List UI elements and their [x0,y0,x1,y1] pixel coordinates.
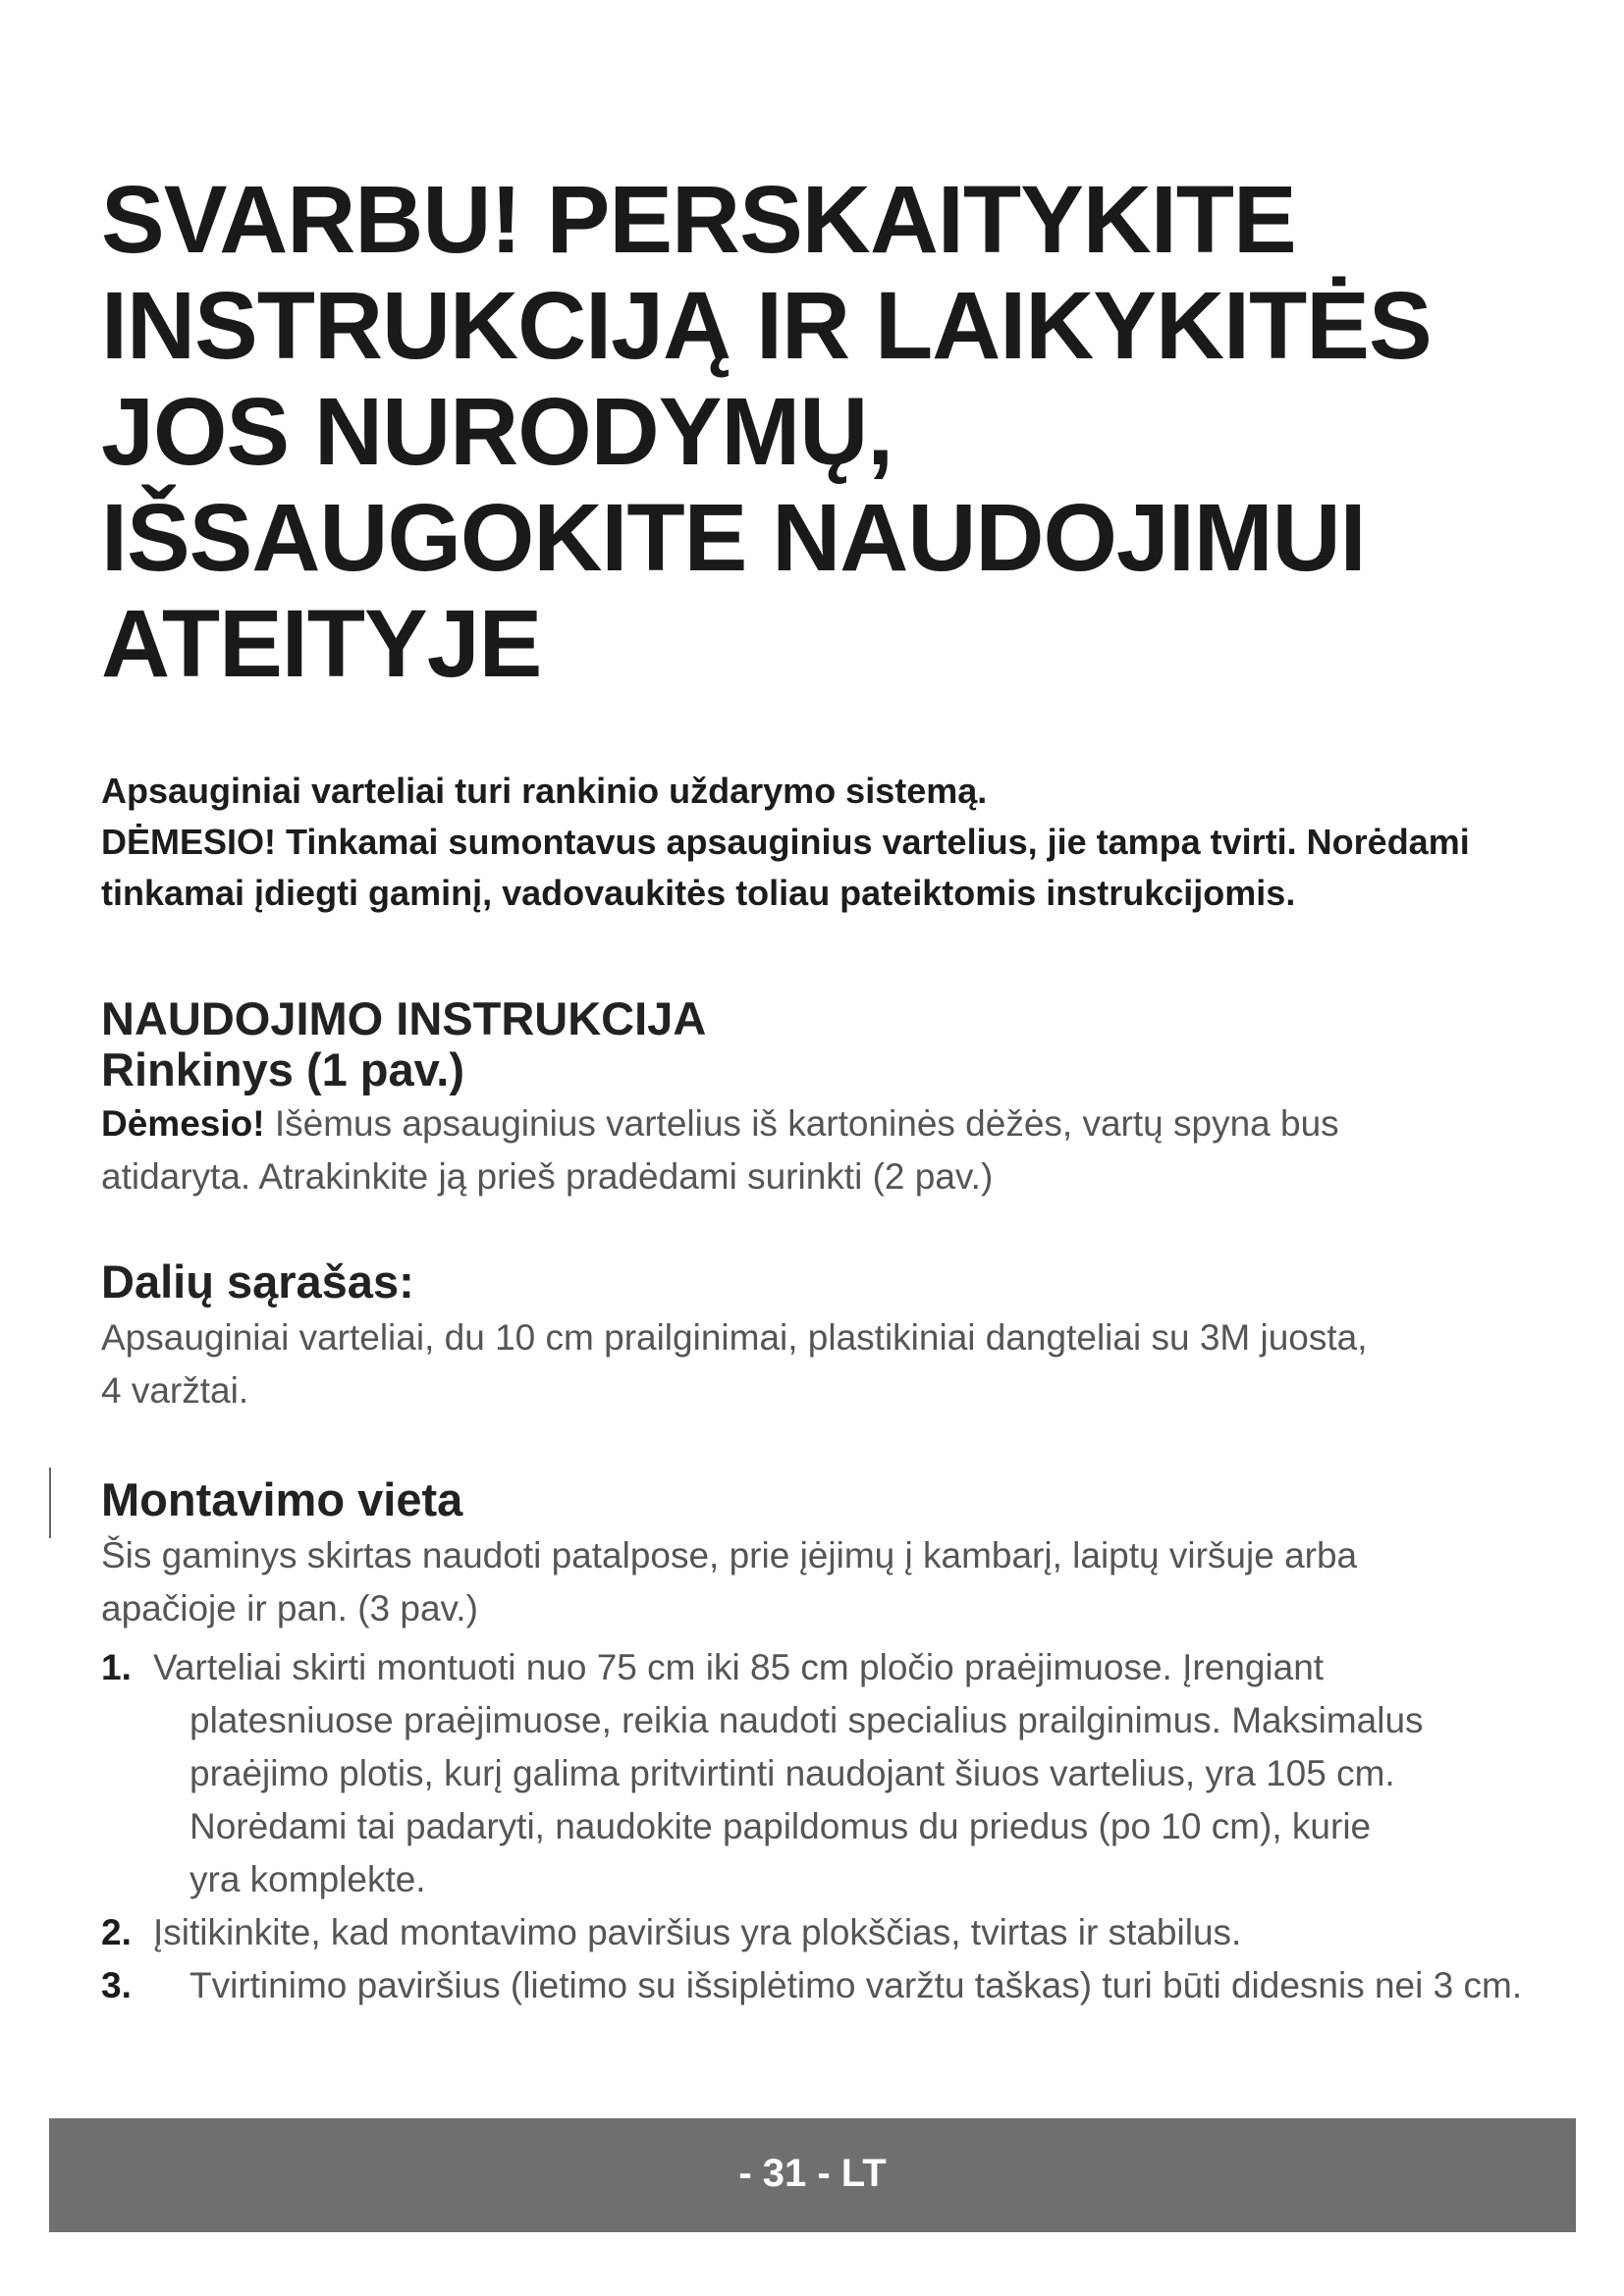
step-line: Norėdami tai padaryti, naudokite papildomus du priedus (po 10 cm), kurie [189,1806,1372,1846]
step-text [101,1906,1594,1959]
kit-subheading: Rinkinys (1 pav.) [101,1043,465,1095]
footer-bar [49,2118,1576,2232]
title-line: IŠSAUGOKITE NAUDOJIMUI [101,484,1366,591]
mounting-line: Šis gaminys skirtas naudoti patalpose, prie įėjimų į kambarį, laiptų viršuje arba [101,1535,1358,1575]
page-number: - 31 - LT [738,2152,887,2195]
warning-line: tinkamai įdiegti gaminį, vadovaukitės toliau pateiktomis instrukcijomis. [101,873,1296,913]
warning-paragraph [101,817,1554,919]
title-line: JOS NURODYMŲ, [101,378,893,485]
intro-line: Apsauginiai varteliai turi rankinio uždarymo sistemą. [101,771,988,811]
step-number: 1. [101,1647,132,1687]
attention-paragraph [101,1097,1339,1203]
step-text [101,1959,1594,2012]
list-item [101,1959,1594,2012]
step-line: platesniuose praėjimuose, reikia naudoti specialius prailginimus. Maksimalus [189,1700,1424,1740]
title-line: INSTRUKCIJĄ IR LAIKYKITĖS [101,272,1432,379]
step-line: Varteliai skirti montuoti nuo 75 cm iki 85 cm pločio praėjimuose. Įrengiant [153,1647,1325,1687]
parts-line: 4 varžtai. [101,1370,249,1411]
step-number: 2. [101,1912,132,1952]
page-title [101,167,1535,697]
step-line: praėjimo plotis, kurį galima pritvirtinti naudojant šiuos vartelius, yra 105 cm. [189,1753,1395,1793]
title-line: SVARBU! PERSKAITYKITE [101,166,1296,273]
step-text [101,1641,1594,1906]
mounting-paragraph [101,1529,1357,1635]
list-item [101,1906,1594,1959]
step-line: yra komplekte. [189,1859,426,1899]
parts-line: Apsauginiai varteliai, du 10 cm prailginimai, plastikiniai dangteliai su 3M juosta, [101,1317,1368,1358]
intro-block [101,766,1554,919]
attention-line [101,1097,1339,1150]
attention-line: atidaryta. Atrakinkite ją prieš pradėdami surinkti (2 pav.) [101,1156,994,1197]
mounting-steps-list [101,1641,1594,2012]
attention-label: Dėmesio! [101,1103,265,1144]
attention-text: Išėmus apsauginius vartelius iš kartoninės dėžės, vartų spyna bus [264,1103,1339,1144]
step-number: 3. [101,1965,132,2005]
parts-paragraph [101,1311,1368,1417]
title-line: ATEITYJE [101,590,542,697]
step-line: Tvirtinimo paviršius (lietimo su išsiplėtimo varžtu taškas) turi būti didesnis nei 3 cm. [189,1965,1523,2005]
warning-line: DĖMESIO! Tinkamai sumontavus apsauginius vartelius, jie tampa tvirti. Norėdami [101,822,1470,862]
intro-paragraph [101,766,1554,817]
list-item [101,1641,1594,1906]
mounting-heading: Montavimo vieta [101,1473,463,1525]
change-bar [49,1468,51,1538]
parts-heading: Dalių sąrašas: [101,1255,414,1308]
step-line: Įsitikinkite, kad montavimo paviršius yra plokščias, tvirtas ir stabilus. [153,1912,1242,1952]
mounting-line: apačioje ir pan. (3 pav.) [101,1588,478,1629]
usage-heading: NAUDOJIMO INSTRUKCIJA [101,992,707,1044]
